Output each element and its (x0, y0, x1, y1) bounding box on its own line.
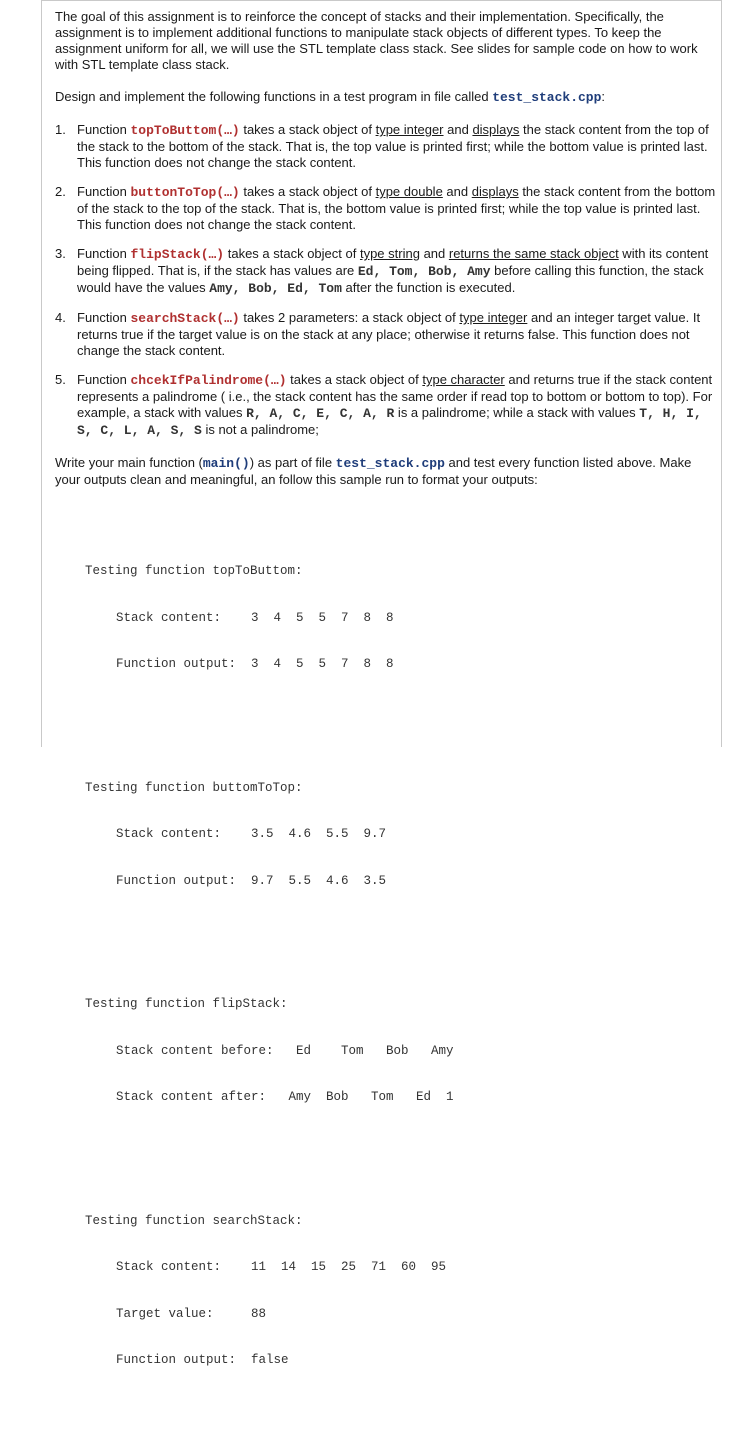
item-text: before calling this function, the stack would have the values (77, 263, 704, 295)
main-code: main() (202, 456, 250, 471)
item-text: with its content being flipped. That is, if the stack has values are (77, 246, 709, 278)
document-body (55, 9, 723, 1446)
sample-heading: Testing function topToButtom: (85, 564, 303, 578)
sample-line: Function output: false (116, 1353, 289, 1367)
item-text: and returns true if the stack content represents a palindrome ( i.e., the stack content has the same order if read top to bottom or bottom to top). For example, a stack with values (77, 372, 713, 420)
item-text: and (419, 246, 449, 261)
stack-values: Amy, Bob, Ed, Tom (209, 281, 342, 296)
underlined-term: type integer (459, 310, 528, 325)
item-text: takes a stack object of (239, 184, 376, 199)
list-item (55, 122, 717, 171)
item-text: Function (77, 310, 131, 325)
item-text: the stack content from the bottom of the stack to the top of the stack. That is, the bottom value is printed first; while the top value is printed last. This function does not change the stack content. (77, 184, 716, 232)
para-text: Write your main function ( (55, 455, 203, 470)
underlined-term: displays (471, 184, 519, 199)
underlined-term: type character (422, 372, 505, 387)
item-text: and (442, 184, 472, 199)
list-item (55, 184, 717, 233)
item-text: the stack content from the top of the stack to the bottom of the stack. That is, the top value is printed first; while the bottom value is printed last. This function does not change the stack content. (77, 122, 709, 170)
para-text: and test every function listed above. Make your outputs clean and meaningful, an follow this sample run to format your outputs: (55, 455, 692, 487)
list-item (55, 310, 717, 359)
stack-values: T, H, I, S, C, L, A, S, S (77, 406, 702, 438)
sample-line: Function output: 3 4 5 5 7 8 8 (116, 657, 394, 671)
sample-output (85, 502, 723, 1446)
sample-heading: Testing function buttomToTop: (85, 780, 303, 795)
function-args: (…) (216, 123, 240, 138)
item-text: is not a palindrome; (201, 422, 319, 437)
list-item (55, 246, 717, 297)
file-name: test_stack.cpp (492, 90, 602, 105)
underlined-term: returns the same stack object (448, 246, 619, 261)
sample-line: Function output: 9.7 5.5 4.6 3.5 (116, 873, 387, 888)
para-text: ) as part of file (249, 455, 336, 470)
item-text: after the function is executed. (341, 280, 516, 295)
item-text: takes 2 parameters: a stack object of (239, 310, 460, 325)
item-number: 3. (55, 246, 66, 261)
sample-heading: Testing function searchStack: (85, 1213, 303, 1228)
underlined-term: displays (472, 122, 520, 137)
item-text: takes a stack object of (224, 246, 360, 261)
stack-values: Ed, Tom, Bob, Amy (357, 264, 491, 279)
underlined-term: type string (359, 246, 420, 261)
sample-heading: Testing function flipStack: (85, 997, 288, 1011)
function-args: (…) (200, 247, 225, 262)
design-end: : (601, 89, 606, 104)
list-item (55, 372, 717, 439)
item-number: 5. (55, 372, 66, 387)
item-text: Function (77, 246, 131, 261)
function-name: buttonToTop (130, 185, 217, 200)
intro-paragraph: The goal of this assignment is to reinforce the concept of stacks and their implementation. Specifically, the assignment is to implement additional functions to manipulate stack objects of different types. To keep the assignment uniform for all, we will use the STL template class stack. See slides for sample code on how to work with STL template class stack. (55, 9, 698, 72)
item-text: and an integer target value. It returns true if the target value is on the stack at any place; otherwise it returns false. This function does not change the stack content. (77, 310, 701, 358)
main-function-paragraph (55, 455, 715, 488)
function-args: (…) (216, 311, 240, 326)
item-text: takes a stack object of (286, 372, 423, 387)
function-args: (…) (216, 185, 240, 200)
file-name: test_stack.cpp (335, 456, 445, 471)
function-list (55, 122, 723, 439)
underlined-term: type integer (375, 122, 444, 137)
sample-line: Stack content before: Ed Tom Bob Amy (116, 1043, 454, 1058)
item-text: Function (77, 372, 131, 387)
function-name: topToButtom (130, 123, 217, 138)
sample-line: Stack content: 3 4 5 5 7 8 8 (116, 610, 394, 625)
item-text: Function (77, 122, 131, 137)
sample-line: Target value: 88 (116, 1306, 267, 1321)
function-name: chcekIfPalindrome (130, 373, 264, 388)
sample-block-flip-stack (85, 966, 723, 1137)
item-text: and (443, 122, 473, 137)
item-number: 2. (55, 184, 66, 199)
item-number: 1. (55, 122, 66, 137)
sample-block-search-stack (85, 1183, 723, 1400)
stack-values: R, A, C, E, C, A, R (246, 406, 395, 421)
item-text: Function (77, 184, 131, 199)
item-text: takes a stack object of (239, 122, 376, 137)
item-number: 4. (55, 310, 66, 325)
sample-line: Stack content: 11 14 15 25 71 60 95 (116, 1260, 447, 1274)
function-name: flipStack (130, 247, 201, 262)
sample-block-buttom-to-top (85, 750, 723, 921)
function-args: (…) (263, 373, 287, 388)
sample-line: Stack content: 3.5 4.6 5.5 9.7 (116, 827, 387, 841)
design-paragraph (55, 89, 723, 106)
design-text: Design and implement the following functions in a test program in file called (55, 89, 493, 104)
underlined-term: type double (375, 184, 443, 199)
sample-line: Stack content after: Amy Bob Tom Ed 1 (116, 1090, 454, 1104)
item-text: is a palindrome; while a stack with values (394, 405, 640, 420)
function-name: searchStack (130, 311, 217, 326)
sample-block-top-to-buttom (85, 533, 723, 704)
